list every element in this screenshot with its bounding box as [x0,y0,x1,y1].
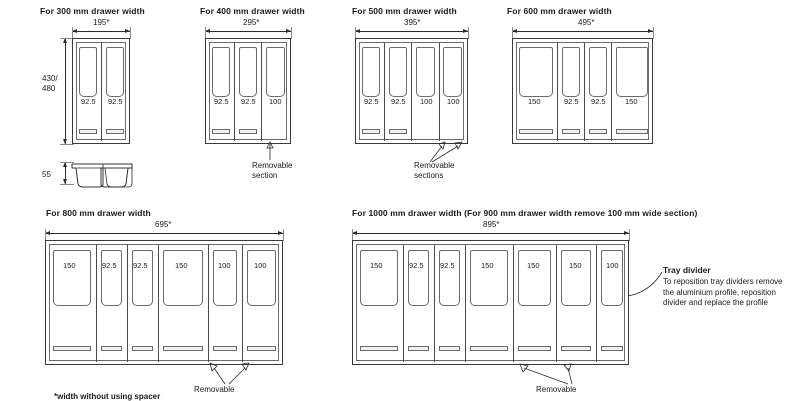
divider-1000-6[interactable] [596,245,597,362]
width-label-300: 195* [93,18,110,27]
width-label-600: 495* [578,18,595,27]
cell-label-800-1: 150 [63,261,76,270]
cell-label-300-2: 92.5 [108,97,123,106]
divider-400-1[interactable] [234,43,235,141]
crosspiece-800-6 [247,346,276,351]
crosspiece-600-4 [616,129,648,134]
callout-400-line2: section [252,171,278,180]
crosspiece-1000-5 [518,346,551,351]
compartment-800-5 [213,250,237,306]
width-label-400: 295* [243,18,260,27]
cell-label-800-2: 92.5 [102,261,117,270]
cell-label-1000-1: 150 [370,261,383,270]
depth-label-300: 55 [42,170,51,179]
cell-label-500-2: 92.5 [391,97,406,106]
tray-divider-heading: Tray divider [663,265,711,275]
crosspiece-500-2 [389,129,407,134]
cell-label-400-1: 92.5 [214,97,229,106]
divider-500-1[interactable] [384,43,385,141]
crosspiece-800-3 [132,346,153,351]
panel-title-500: For 500 mm drawer width [352,6,457,16]
cell-label-1000-6: 150 [569,261,582,270]
crosspiece-300-2 [106,129,124,134]
compartment-600-3 [589,47,607,97]
tray-1000[interactable] [352,240,629,365]
compartment-800-3 [132,250,153,306]
compartment-800-4 [163,250,203,306]
divider-800-2[interactable] [127,245,128,362]
divider-1000-1[interactable] [403,245,404,362]
compartment-1000-3 [439,250,460,306]
cell-label-1000-4: 150 [481,261,494,270]
crosspiece-800-2 [101,346,122,351]
crosspiece-1000-2 [408,346,429,351]
crosspiece-1000-6 [561,346,591,351]
compartment-1000-4 [470,250,508,306]
panel-title-300: For 300 mm drawer width [40,6,145,16]
compartment-600-1 [519,47,553,97]
cell-label-1000-5: 150 [527,261,540,270]
crosspiece-1000-7 [601,346,623,351]
crosspiece-400-1 [212,129,230,134]
cell-label-600-2: 92.5 [564,97,579,106]
cell-label-800-3: 92.5 [133,261,148,270]
compartment-1000-7 [601,250,623,306]
crosspiece-400-2 [239,129,257,134]
tray-300[interactable] [72,38,130,144]
compartment-300-2 [106,47,124,97]
crosspiece-600-2 [562,129,580,134]
cell-label-800-4: 150 [175,261,188,270]
tray-600[interactable] [512,38,653,144]
divider-800-1[interactable] [96,245,97,362]
crosspiece-600-1 [519,129,553,134]
callout-400-line1: Removable [252,161,293,170]
callout-500-line1: Removable [414,161,455,170]
cell-label-400-2: 92.5 [241,97,256,106]
crosspiece-800-4 [163,346,203,351]
compartment-800-6 [247,250,276,306]
divider-600-2[interactable] [584,43,585,141]
crosspiece-1000-3 [439,346,460,351]
callout-500-line2: sections [414,171,444,180]
compartment-1000-6 [561,250,591,306]
compartment-400-3 [266,47,285,97]
footnote: *width without using spacer [54,392,161,401]
compartment-500-2 [389,47,407,97]
panel-title-1000: For 1000 mm drawer width (For 900 mm drawer width remove 100 mm wide section) [352,208,698,218]
cell-label-1000-2: 92.5 [409,261,424,270]
divider-1000-3[interactable] [465,245,466,362]
panel-title-400: For 400 mm drawer width [200,6,305,16]
compartment-600-4 [616,47,648,97]
compartment-400-2 [239,47,257,97]
cell-label-300-1: 92.5 [81,97,96,106]
callout-1000-line1: Removable [536,385,577,394]
cell-label-600-1: 150 [528,97,541,106]
divider-1000-2[interactable] [434,245,435,362]
divider-300-1[interactable] [101,43,102,141]
divider-1000-4[interactable] [513,245,514,362]
cell-label-1000-3: 92.5 [440,261,455,270]
divider-1000-5[interactable] [556,245,557,362]
cell-label-500-1: 92.5 [364,97,379,106]
divider-800-5[interactable] [242,245,243,362]
tray-500[interactable] [355,38,468,144]
compartment-300-1 [79,47,97,97]
width-label-800: 695* [155,220,172,229]
compartment-500-4 [443,47,462,97]
cell-label-400-3: 100 [269,97,282,106]
callout-800-line1: Removable [194,385,235,394]
tray-800[interactable] [45,240,283,365]
panel-title-600: For 600 mm drawer width [507,6,612,16]
divider-500-3[interactable] [439,43,440,141]
crosspiece-600-3 [589,129,607,134]
compartment-800-2 [101,250,122,306]
tray-divider-body: To reposition tray dividers remove the aluminium profile, reposition divider and replace the profile [663,277,783,307]
crosspiece-300-1 [79,129,97,134]
height-label-300: 430/ 480 [42,74,58,93]
cell-label-500-3: 100 [420,97,433,106]
cell-label-800-5: 100 [218,261,231,270]
width-label-500: 395* [404,18,421,27]
compartment-800-1 [53,250,91,306]
divider-600-1[interactable] [557,43,558,141]
divider-400-2[interactable] [261,43,262,141]
divider-800-4[interactable] [208,245,209,362]
divider-800-3[interactable] [158,245,159,362]
cell-label-600-4: 150 [625,97,638,106]
crosspiece-800-1 [53,346,91,351]
crosspiece-1000-1 [360,346,398,351]
cell-label-1000-7: 100 [606,261,619,270]
compartment-1000-5 [518,250,551,306]
compartment-500-1 [362,47,380,97]
width-label-1000: 895* [483,220,500,229]
compartment-1000-1 [360,250,398,306]
cell-label-800-6: 100 [254,261,267,270]
side-view-300 [70,158,136,190]
panel-title-800: For 800 mm drawer width [46,208,151,218]
cell-label-600-3: 92.5 [591,97,606,106]
compartment-500-3 [416,47,435,97]
compartment-600-2 [562,47,580,97]
divider-600-3[interactable] [611,43,612,141]
divider-500-2[interactable] [411,43,412,141]
compartment-1000-2 [408,250,429,306]
cell-label-500-4: 100 [447,97,460,106]
tray-400[interactable] [205,38,291,144]
crosspiece-500-1 [362,129,380,134]
crosspiece-800-5 [213,346,237,351]
compartment-400-1 [212,47,230,97]
crosspiece-1000-4 [470,346,508,351]
